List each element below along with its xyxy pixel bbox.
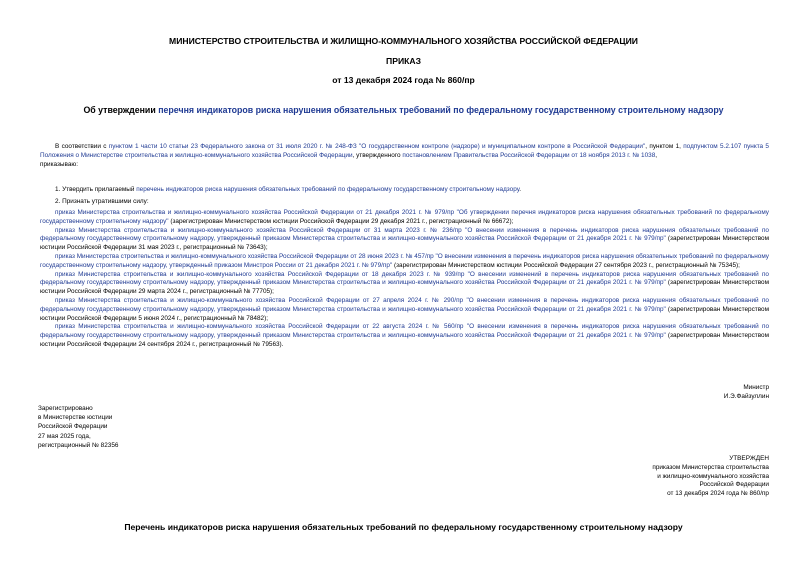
order-link[interactable]: приказ Министерства строительства и жилищно-коммунального хозяйства Российской Федерации от 18 декабря 2023 г. № 939/пр "О внесении изменений в перечень индикаторов риска нарушения обязательных требований по федеральному государственному строительному надзору, утвержденный приказом Министерства строительства и жилищно-коммунального хозяйства Российской Федерации от 21 декабря 2021 г. № 979/пр" (40, 270, 769, 287)
list-item (40, 297, 769, 323)
title-link[interactable]: перечня индикаторов риска нарушения обязательных требований по федеральному государственному строительному надзору (158, 105, 724, 115)
order-registration: (зарегистрирован Министерством юстиции Российской Федерации 31 мая 2023 г., регистрационный № 73643); (40, 235, 769, 252)
order-link[interactable]: приказ Министерства строительства и жилищно-коммунального хозяйства Российской Федерации от 22 августа 2024 г. № 560/пр "О внесении изменения в перечень индикаторов риска нарушения обязательных требований по федеральному государственному строительному надзору, утвержденный приказом Министерства строительства и жилищно-коммунального хозяйства Российской Федерации от 21 декабря 2021 г. № 979/пр" (40, 323, 769, 340)
registration-line: в Министерстве юстиции (38, 414, 113, 422)
order-link[interactable]: приказ Министерства строительства и жилищно-коммунального хозяйства Российской Федерации от 31 марта 2023 г. № 236/пр "О внесении изменения в перечень индикаторов риска нарушения обязательных требований по федеральному государственному строительному надзору, утвержденный приказом Министерства строительства и жилищно-коммунального хозяйства Российской Федерации от 21 декабря 2021 г. № 979/пр" (40, 226, 769, 243)
list-item (40, 323, 769, 349)
signer-position: Министр (743, 384, 769, 391)
approval-line: и жилищно-коммунального хозяйства (657, 472, 769, 480)
approval-line: приказом Министерства строительства (652, 463, 769, 471)
approval-line: УТВЕРЖДЕН (729, 455, 769, 462)
repealed-orders-list (40, 209, 769, 350)
registration-line: регистрационный № 82356 (38, 441, 119, 449)
item-1-link[interactable]: перечень индикаторов риска нарушения обязательных требований по федеральному государственному строительному надзору (136, 186, 520, 193)
document-date: от 13 декабря 2024 года № 860/пр (332, 75, 475, 85)
order-registration: (зарегистрирован Министерством юстиции Российской Федерации 29 марта 2024 г., регистрационный № 77705); (40, 279, 769, 296)
registration-line: Зарегистрировано (38, 405, 93, 412)
intro-text-3: , утвержденного (352, 151, 403, 159)
intro-paragraph (40, 143, 769, 169)
item-1 (40, 186, 769, 195)
item-1-prefix: 1. Утвердить прилагаемый (55, 186, 137, 193)
approval-line: от 13 декабря 2024 года № 860/пр (667, 490, 769, 498)
list-item (40, 253, 769, 271)
approval-stamp (652, 455, 769, 499)
order-word: приказываю: (40, 160, 78, 168)
list-item (40, 209, 769, 227)
registration-block (38, 404, 118, 450)
ministry-header: МИНИСТЕРСТВО СТРОИТЕЛЬСТВА И ЖИЛИЩНО-КОММУНАЛЬНОГО ХОЗЯЙСТВА РОССИЙСКОЙ ФЕДЕРАЦИИ (169, 36, 638, 46)
intro-text-4: , (655, 151, 658, 159)
list-title: Перечень индикаторов риска нарушения обязательных требований по федеральному государственному строительному надзору (124, 522, 683, 532)
signer-name: И.Э.Файзуллин (723, 393, 769, 400)
document-type: ПРИКАЗ (386, 56, 421, 66)
list-item (40, 227, 769, 253)
intro-text-2: , пунктом 1, (645, 143, 684, 150)
item-2 (40, 198, 769, 207)
order-registration: (зарегистрирован Министерством юстиции Российской Федерации 27 сентября 2023 г., регистрационный № 75345); (392, 261, 740, 269)
registration-line: 27 мая 2025 года, (38, 432, 91, 440)
signature-block (724, 383, 769, 401)
order-link[interactable]: приказ Министерства строительства и жилищно-коммунального хозяйства Российской Федерации от 27 апреля 2024 г. № 290/пр "О внесении изменения в перечень индикаторов риска нарушения обязательных требований по федеральному государственному строительному надзору, утвержденный приказом Министерства строительства и жилищно-коммунального хозяйства Российской Федерации от 21 декабря 2021 г. № 979/пр" (40, 296, 769, 313)
registration-line: Российской Федерации (38, 423, 108, 431)
law-link[interactable]: пунктом 1 части 10 статьи 23 Федерального закона от 31 июля 2020 г. № 248-ФЗ "О государственном контроле (надзоре) и муниципальном контроле в Российской Федерации" (108, 143, 646, 150)
list-item (40, 271, 769, 297)
resolution-link[interactable]: постановлением Правительства Российской Федерации от 18 ноября 2013 г. № 1038 (402, 151, 656, 159)
intro-text-1: В соответствии с (55, 143, 109, 150)
regulation-link[interactable]: подпунктом 5.2.107 пункта 5 Положения о Министерстве строительства и жилищно-коммунального хозяйства Российской Федерации (40, 143, 769, 159)
item-1-suffix: . (519, 186, 522, 193)
order-link[interactable]: приказ Министерства строительства и жилищно-коммунального хозяйства Российской Федерации от 21 декабря 2021 г. № 979/пр "Об утверждении перечня индикаторов риска нарушения обязательных требований по федеральному государственному строительному надзору" (40, 209, 769, 225)
order-registration: (зарегистрирован Министерством юстиции Российской Федерации 5 июня 2024 г., регистрационный № 78482); (40, 305, 769, 322)
approval-line: Российской Федерации (699, 481, 769, 489)
title-prefix: Об утверждении (83, 105, 159, 115)
document-title (0, 105, 807, 115)
item-2-text: 2. Признать утратившими силу: (55, 198, 149, 205)
order-link[interactable]: приказ Министерства строительства и жилищно-коммунального хозяйства Российской Федерации от 28 июня 2023 г. № 457/пр "О внесении изменения в перечень индикаторов риска нарушения обязательных требований по федеральному государственному строительному надзору, утвержденный приказом Минстроя России от 21 декабря 2021 г. № 979/пр" (40, 252, 769, 269)
order-registration: (зарегистрирован Министерством юстиции Российской Федерации 29 декабря 2021 г., регистрационный № 66672); (168, 217, 514, 225)
order-registration: (зарегистрирован Министерством юстиции Российской Федерации 24 сентября 2024 г., регистрационный № 79563). (40, 332, 769, 348)
